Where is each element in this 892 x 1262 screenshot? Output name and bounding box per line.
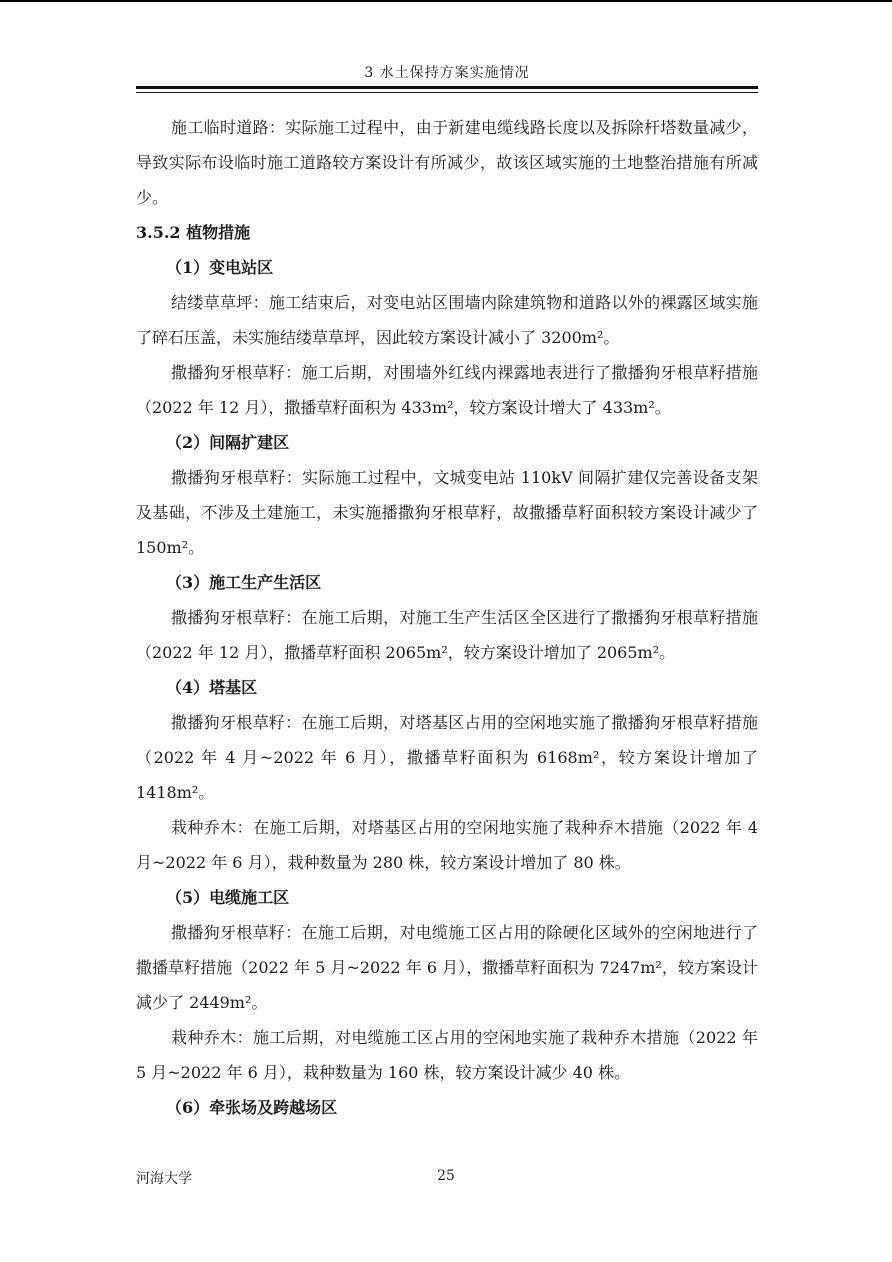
subsection-heading: （5）电缆施工区 xyxy=(166,888,290,907)
paragraph: 撒播狗牙根草籽：施工后期，对围墙外红线内裸露地表进行了撒播狗牙根草籽措施（2022 年 12 月），撒播草籽面积为 433m²，较方案设计增大了 433m²。 xyxy=(136,363,758,417)
subsection-heading: （2）间隔扩建区 xyxy=(166,433,290,452)
header-rule-thick xyxy=(136,86,758,89)
subsection-heading: （4）塔基区 xyxy=(166,678,258,697)
header-rule-thin xyxy=(136,92,758,93)
paragraph: 撒播狗牙根草籽：在施工后期，对电缆施工区占用的除硬化区域外的空闲地进行了撒播草籽措施（2022 年 5 月~2022 年 6 月），撒播草籽面积为 7247m²，较方案设计减少了 2449m²。 xyxy=(136,923,758,1012)
paragraph: 撒播狗牙根草籽：在施工后期，对施工生产生活区全区进行了撒播狗牙根草籽措施（2022 年 12 月），撒播草籽面积 2065m²，较方案设计增加了 2065m²。 xyxy=(136,608,758,662)
paragraph: 撒播狗牙根草籽：在施工后期，对塔基区占用的空闲地实施了撒播狗牙根草籽措施（2022 年 4 月~2022 年 6 月），撒播草籽面积为 6168m²，较方案设计增加了 1418m²。 xyxy=(136,713,758,802)
paragraph: 撒播狗牙根草籽：实际施工过程中，文城变电站 110kV 间隔扩建仅完善设备支架及基础，不涉及土建施工，未实施播撒狗牙根草籽，故撒播草籽面积较方案设计减少了 150m²。 xyxy=(136,468,758,557)
paragraph: 栽种乔木：在施工后期，对塔基区占用的空闲地实施了栽种乔木措施（2022 年 4 月~2022 年 6 月），栽种数量为 280 株，较方案设计增加了 80 株。 xyxy=(136,818,758,872)
page-number: 25 xyxy=(437,1168,455,1184)
paragraph: 结缕草草坪：施工结束后，对变电站区围墙内除建筑物和道路以外的裸露区域实施了碎石压盖，未实施结缕草草坪，因此较方案设计减小了 3200m²。 xyxy=(136,293,758,347)
paragraph: 栽种乔木：施工后期，对电缆施工区占用的空闲地实施了栽种乔木措施（2022 年 5 月~2022 年 6 月），栽种数量为 160 株，较方案设计减少 40 株。 xyxy=(136,1028,758,1082)
footer-institution: 河海大学 xyxy=(136,1171,192,1187)
section-heading: 3.5.2 植物措施 xyxy=(136,223,251,242)
running-header: 3 水土保持方案实施情况 xyxy=(364,65,530,81)
subsection-heading: （6）牵张场及跨越场区 xyxy=(166,1098,338,1117)
paragraph: 施工临时道路：实际施工过程中，由于新建电缆线路长度以及拆除杆塔数量减少，导致实际布设临时施工道路较方案设计有所减少，故该区域实施的土地整治措施有所减少。 xyxy=(136,118,758,207)
top-border xyxy=(0,0,892,2)
page-body xyxy=(136,110,758,1125)
subsection-heading: （3）施工生产生活区 xyxy=(166,573,322,592)
subsection-heading: （1）变电站区 xyxy=(166,258,274,277)
